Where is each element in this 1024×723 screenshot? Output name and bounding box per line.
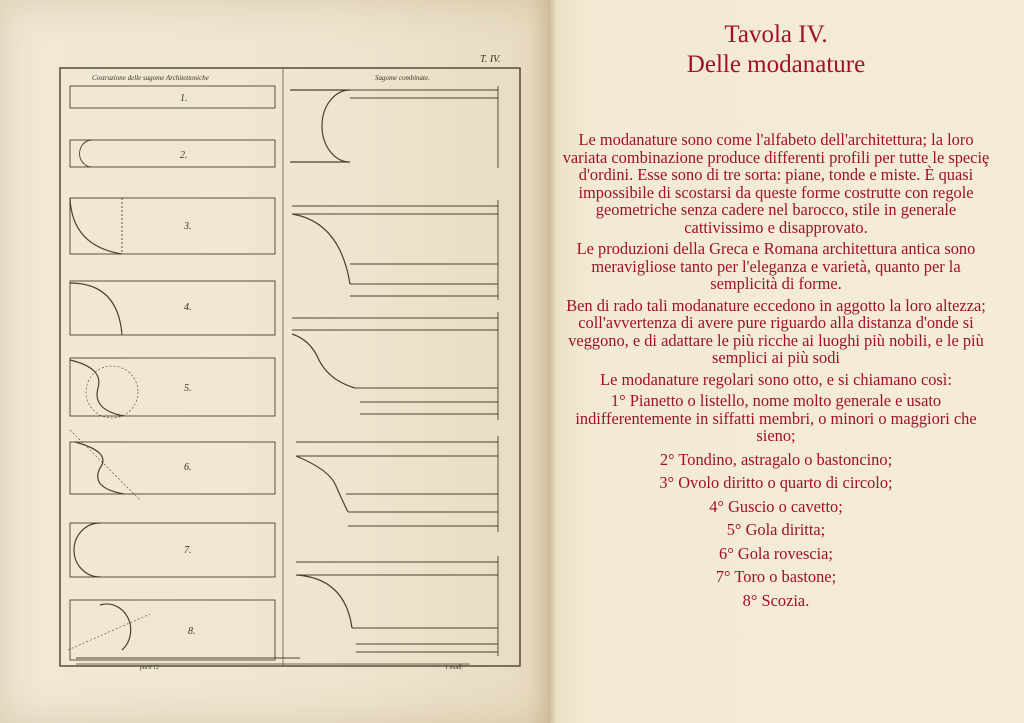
- list-item: 1° Pianetto o listello, nome molto generale e usato indifferentemente in siffatti membri, o minori o maggiori che sieno;: [575, 391, 977, 445]
- paragraph: Le modanature regolari sono otto, e si chiamano così:: [600, 369, 952, 389]
- list-item: 2° Tondino, astragalo o bastoncino;: [659, 449, 893, 469]
- subtitle-line: Delle modanature: [686, 51, 866, 78]
- figure-numbers: [180, 93, 196, 637]
- list-item: 3° Ovolo diritto o quarto di circolo;: [659, 473, 893, 492]
- combined-profiles: [290, 86, 498, 656]
- page-title: [556, 20, 996, 80]
- figure-number: 3.: [184, 221, 192, 232]
- paragraph: Le modanature sono come l'alfabeto dell'architettura; la loro variata combinazione produce differenti profili per tutte le speciȩ d'ordini. Esse sono di tre sorta: piane, tonde e miste. È quasi impossibile di scostarsi da queste forme costrutte con regole geometriche senza cadere nel barocco, stile in generale cattivissimo e disapprovato.: [562, 130, 990, 237]
- list-item: 7° Toro o bastone;: [715, 567, 837, 586]
- plate-frame: [60, 68, 520, 666]
- figure-number: 5.: [184, 383, 192, 394]
- body-text: [562, 131, 990, 615]
- figure-number: 8.: [188, 626, 196, 637]
- list-item: 5° Gola diritta;: [726, 520, 826, 539]
- left-heading: Costruzione delle sagome Architettoniche: [92, 74, 209, 82]
- scale-label: parti 12: [140, 665, 160, 671]
- scale-unit: 1 modl.: [445, 665, 463, 671]
- construction-figures: [68, 86, 275, 660]
- page-mark: T. IV.: [480, 54, 501, 65]
- figure-number: 6.: [184, 462, 192, 473]
- figure-number: 4.: [184, 302, 192, 313]
- list-item: 6° Gola rovescia;: [719, 543, 833, 563]
- paragraph: Ben di rado tali modanature eccedono in aggotto la loro altezza; coll'avvertenza di avere pure riguardo alla distanza d'onde si veggono, e di adattare le più ricche ai luoghi più nobili, e le più semplici ai più sodi: [566, 295, 986, 367]
- figure-number: 1.: [180, 93, 188, 104]
- right-heading: Sagome combinate.: [375, 74, 430, 82]
- list-item: 8° Scozia.: [742, 590, 810, 610]
- title-line: Tavola IV.: [724, 21, 828, 48]
- figure-number: 2.: [180, 150, 188, 161]
- list-item: 4° Guscio o cavetto;: [709, 496, 843, 516]
- paragraph: Le produzioni della Greca e Romana architettura antica sono meravigliose tanto per l'eleganza e varietà, quanto per la semplicità di forme.: [576, 239, 976, 293]
- figure-number: 7.: [184, 545, 192, 556]
